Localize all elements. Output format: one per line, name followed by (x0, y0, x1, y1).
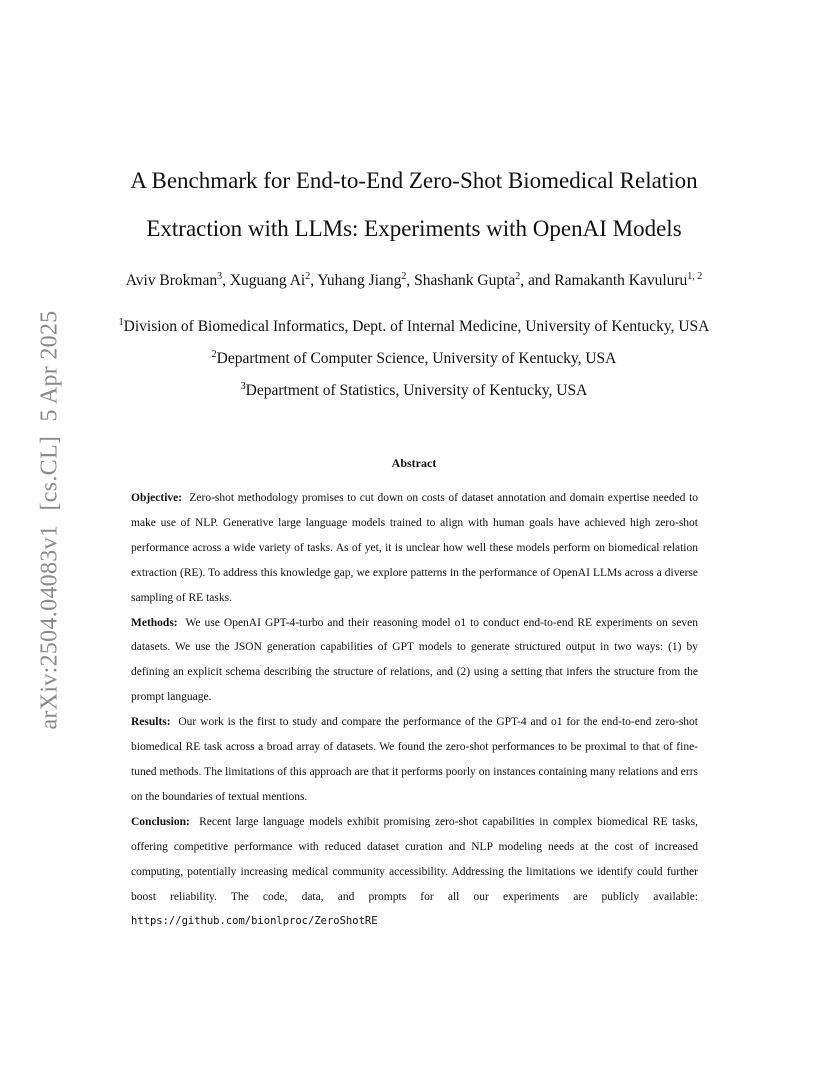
results-label: Results: (131, 716, 171, 729)
author-name: Aviv Brokman (125, 272, 218, 289)
author-affiliation-mark: 2 (401, 270, 407, 282)
arxiv-id: arXiv:2504.04083v1 (36, 524, 63, 730)
abstract-conclusion: Conclusion: Recent large language models exhibit promising zero-shot capabilities in complex biomedical RE tasks, offering competitive performance with reduced dataset curation and NLP modeling needs at the cost of increased computing, potentially increasing medical community accessibility. Addressing the limitations we identify could further boost reliability. The code, data, and prompts for all our experiments are publicly available: https://github.com/bionlproc/ZeroShotRE (131, 815, 699, 928)
arxiv-category: [cs.CL] (36, 435, 63, 511)
paper-title-line-2: Extraction with LLMs: Experiments with OpenAI Models (146, 216, 682, 241)
author-name: Shashank Gupta (414, 272, 516, 289)
author-name: Yuhang Jiang (317, 272, 402, 289)
abstract-heading: Abstract (391, 456, 437, 470)
author-name: Ramakanth Kavuluru (554, 272, 688, 289)
author-list: Aviv Brokman$^3$, Xuguang Ai$^2$, Yuhang Jiang$^2$, Shashank Gupta$^2$, and Ramakanth Kavuluru$^{1, 2}$ (125, 270, 703, 289)
abstract-results: Results: Our work is the first to study and compare the performance of the GPT-4 and o1 for the end-to-end zero-shot biomedical RE task across a broad array of datasets. We found the zero-shot performances to be proximal to that of fine-tuned methods. The limitations of this approach are that it performs poorly on instances containing many relations and errs on the boundaries of textual mentions. (131, 716, 698, 803)
abstract-objective: Objective: Zero-shot methodology promises to cut down on costs of dataset annotation and domain expertise needed to make use of NLP. Generative large language models trained to align with human goals have achieved high zero-shot performance across a wide variety of tasks. As of yet, it is unclear how well these models perform on biomedical relation extraction (RE). To address this knowledge gap, we explore patterns in the performance of OpenAI LLMs across a diverse sampling of RE tasks. (131, 492, 699, 604)
abstract-body (131, 486, 698, 934)
author-affiliation-mark: 2 (515, 270, 521, 282)
conclusion-label: Conclusion: (131, 815, 190, 828)
objective-label: Objective: (131, 492, 183, 504)
affiliation-1: $^1$Division of Biomedical Informatics, Dept. of Internal Medicine, University of Kentucky, USA (118, 316, 710, 335)
methods-label: Methods: (131, 616, 178, 629)
abstract-methods: Methods: We use OpenAI GPT-4-turbo and their reasoning model o1 to conduct end-to-end RE experiments on seven datasets. We use the JSON generation capabilities of GPT models to generate structured output in two ways: (1) by defining an explicit schema describing the structure of relations, and (2) using a setting that infers the structure from the prompt language. (131, 616, 698, 704)
affiliation-3: $^3$Department of Statistics, University of Kentucky, USA (240, 380, 588, 399)
author-affiliation-mark: 2 (305, 270, 311, 282)
author-affiliation-mark: 1, 2 (687, 270, 703, 282)
arxiv-identifier-stamp (37, 306, 64, 733)
affiliation-2: $^2$Department of Computer Science, University of Kentucky, USA (211, 348, 617, 367)
author-name: Xuguang Ai (229, 272, 306, 289)
paper-title-line-1: A Benchmark for End-to-End Zero-Shot Biomedical Relation (130, 168, 698, 193)
code-repository-link[interactable]: https://github.com/bionlproc/ZeroShotRE (131, 915, 378, 928)
author-affiliation-mark: 3 (217, 270, 223, 282)
arxiv-date: 5 Apr 2025 (36, 310, 63, 422)
